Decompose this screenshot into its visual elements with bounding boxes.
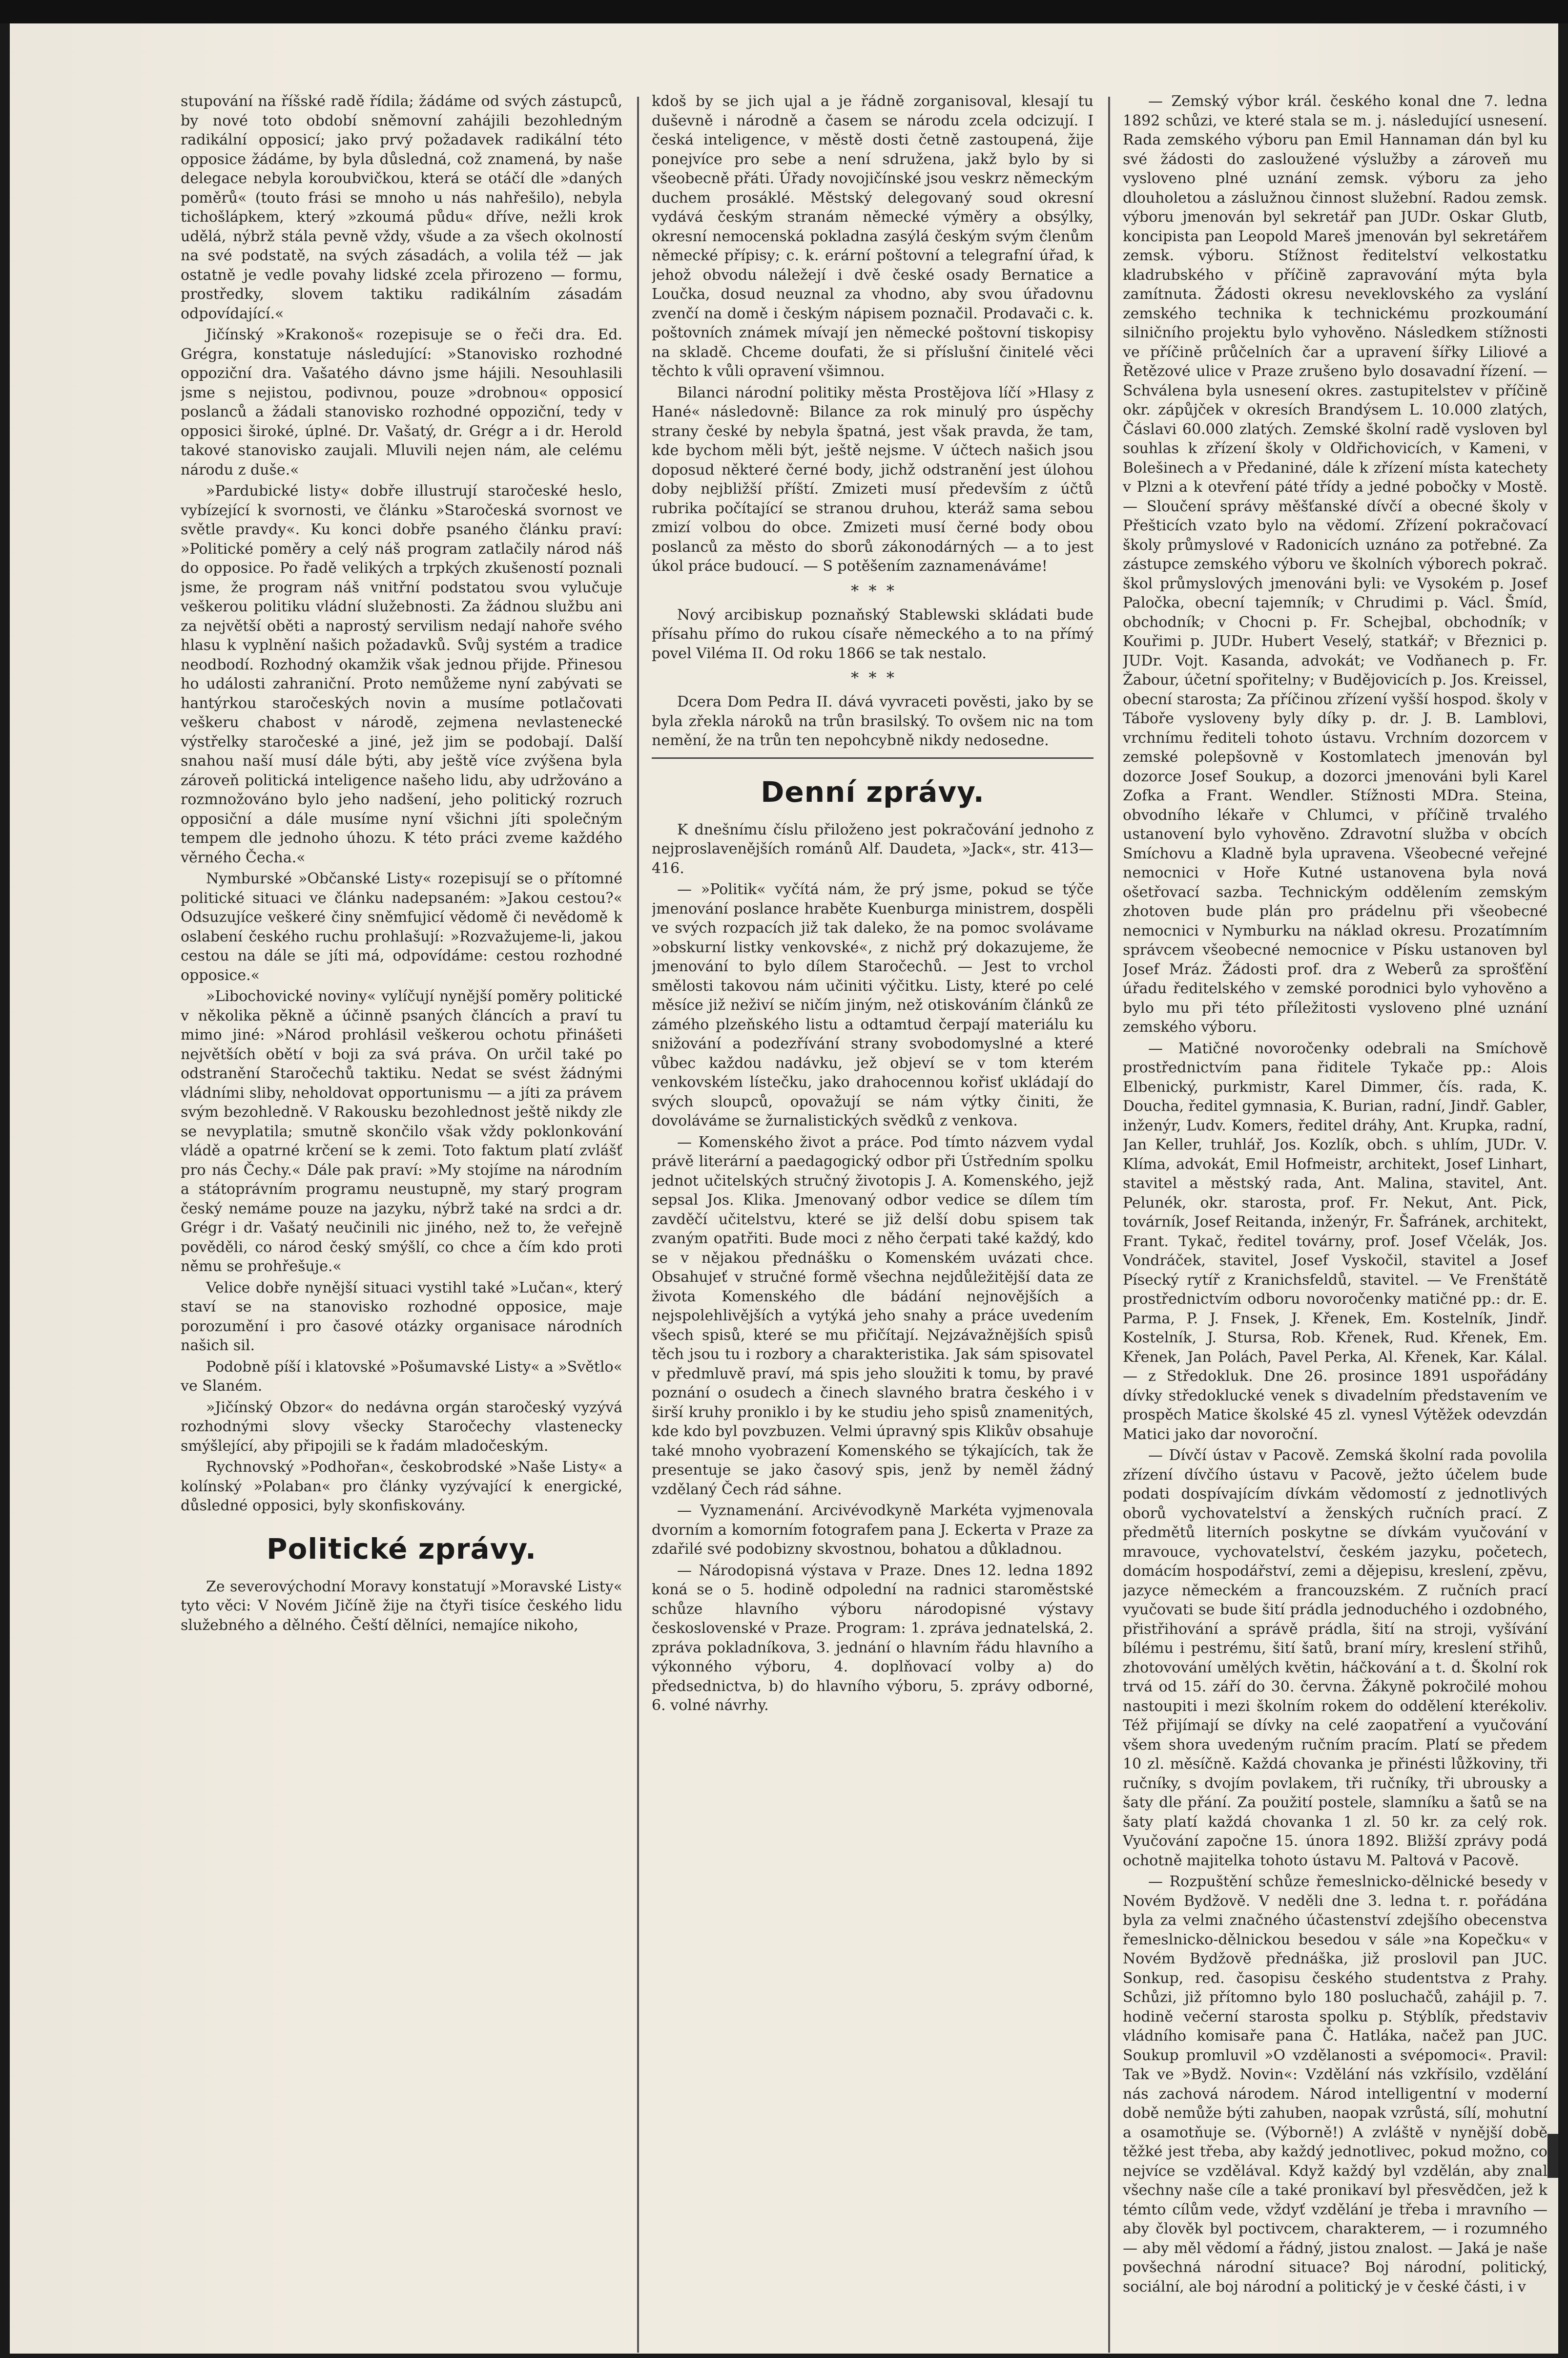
col1-paragraph: Podobně píší i klatovské »Pošumavské Listy« a »Světlo« ve Slaném. [181, 1358, 622, 1395]
col1-paragraph: »Pardubické listy« dobře illustrují staročeské heslo, vybízející k svornosti, ve článku »Staročeská svornost ve světle pravdy«. Ku konci dobře psaného článku praví: »Politické poměry a celý náš program zatlačily národ náš do opposice. Po řadě velikých a trpkých zkušeností poznali jsme, že program náš vnitřní podstatou svou vylučuje veškerou politiku vládní služebnosti. Za žádnou službu ani za největší oběti a naprostý servilism nedají nahoře svého hlasu k vyplnění našich požadavků. Svůj systém a tradice neodbodí. Rozhodný okamžik však jednou přijde. Přinesou ho události zahraniční. Proto nemůžeme nyní zabývati se hantýrkou staročeských novin a musíme potlačovati veškeru chabost v národě, zejmena nevlastenecké výstřelky staročeské a jiné, jež jim se podobají. Další snahou naší musí dále býti, aby ještě více zvýšena byla zároveň politická inteligence našeho lidu, aby udržováno a rozmnožováno bylo jeho nadšení, jeho politický rozruch opposiční a dále musíme nyní všichni jíti společným tempem dle jednoho úhozu. K této práci zveme každého věrného Čecha.« [181, 482, 622, 866]
col1-paragraph: stupování na říšské radě řídila; žádáme od svých zástupců, by nové toto období sněmovní zahájili bezohledným radikální opposicí; jako prvý požadavek radikální této opposice žádáme, by byla důsledná, což znamená, by naše delegace nebyla koroubvičkou, která se otáčí dle »daných poměrů« (touto frási se mnoho u nás nahřešilo), nebyla tichošlápkem, který »zkoumá půdu« dříve, nežli krok udělá, nýbrž stála pevně vždy, všude a za všech okolností na své podstatě, na svých zásadách, a volila též — jak ostatně je vedle povahy lidské zcela přirozeno — formu, prostředky, slovem taktiku radikálním zásadám odpovídající.« [181, 93, 622, 322]
col3-paragraph: — Dívčí ústav v Pacově. Zemská školní rada povolila zřízení dívčího ústavu v Pacově, ježto účelem bude podati dospívajícím dívkám vědomostí z jednotlivých oborů vychovatelství a ženských ručních prací. Z předmětů literních poskytne se dívkám vyučování v mravouce, vychovatelství, českém jazyku, početech, domácím hospodářství, zemi a dějepisu, kreslení, zpěvu, jazyce německém a francouzském. Z ručních prací vyučovati se bude šití prádla jednoduchého i ozdobného, přistřihování a správě prádla, šití na stroji, vyšívání bílému i pestrému, šití šatů, braní míry, kreslení střihů, zhotovování umělých květin, háčkování a t. d. Školní rok trvá od 15. září do 30. června. Žákyně pokročilé mohou nastoupiti i mezi školním rokem do oddělení kterékoliv. Též přijímají se dívky na celé zaopatření a vyučování všem shora uvedeným ručním pracím. Platí se předem 10 zl. měsíčně. Každá chovanka je přinésti lůžkoviny, tři ručníky, s dvojím povlakem, tři ručníky, tři ubrousky a šaty dle přání. Za použití postele, slamníku a šatů se na šaty platí každá chovanka 1 zl. 50 kr. za celý rok. Vyučování započne 15. února 1892. Bližší zprávy podá ochotně majitelka tohoto ústavu M. Paltová v Pacově. [1123, 1447, 1547, 1869]
col2-paragraph: — Vyznamenání. Arcivévodkyně Markéta vyjmenovala dvorním a komorním fotografem pana J. Eckerta v Praze za zdařilé své podobizny skvostnou, bohatou a důkladnou. [652, 1502, 1093, 1558]
col1-paragraph: Rychnovský »Podhořan«, českobrodské »Naše Listy« a kolínský »Polaban« pro články vyzývající k energické, důsledné opposici, byly skonfiskovány. [181, 1459, 622, 1514]
horizontal-rule [652, 757, 1093, 759]
col3-paragraph: — Zemský výbor král. českého konal dne 7. ledna 1892 schůzi, ve které stala se m. j. následující usnesení. Rada zemského výboru pan Emil Hannaman dán byl ku své žádosti do zasloužené výslužby a zároveň mu vysloveno plné uznání zemsk. výboru za jeho dlouholetou a záslužnou činnost služební. Radou zemsk. výboru jmenován byl sekretář pan JUDr. Oskar Glutb, koncipista pan Leopold Mareš jmenován byl sekretářem zemsk. výboru. Stížnost ředitelství velkostatku kladrubského v příčině zapravování mýta byla zamítnuta. Žádosti okresu neveklovského za vyslání zemského technika k technickému prozkoumání silničního projektu bylo vyhověno. Následkem stížnosti ve příčině průčelních čar a upravení šířky Liliové a Řetězové ulice v Praze zrušeno bylo dosavadní řízení. — Schválena byla usnesení okres. zastupitelstev v příčině okr. zápůjček v okresích Brandýsem L. 10.000 zlatých, Čáslavi 60.000 zlatých. Zemské školní radě vysloven byl souhlas k zřízení školy v Oldřichovicích, v Kameni, v Bolešinech a v Předaniné, dále k zřízení místa katechety v Plzni a k otevření páté třídy a jedné pobočky v Mostě. — Sloučení správy měšťanské dívčí a obecné školy v Přešticích vzato bylo na vědomí. Zřízení pokračovací školy průmyslové v Radonicích uznáno za potřebné. Za zástupce zemského výboru ve školních výborech pokrač. škol průmyslových jmenováni byli: ve Vysokém p. Josef Paločka, obecní tajemník; v Chrudimi p. Václ. Šmíd, obchodník; v Chocni p. Fr. Schejbal, obchodník; v Kouřimi p. JUDr. Hubert Veselý, statkář; v Březnici p. JUDr. Vojt. Kasanda, advokát; ve Vodňanech p. Fr. Žabour, účetní spořitelny; v Budějovicích p. Jos. Kreissel, obecní starosta; Za příčinou zřízení vyšší hospod. školy v Táboře vysloveny byly díky p. dr. J. B. Lamblovi, vrchnímu řediteli tohoto ústavu. Vrchním dozorcem v zemské polepšovně v Kostomlatech jmenován byl dozorce Josef Soukup, a dozorci jmenováni byli Karel Zofka a Frant. Wendler. Stížnosti MDra. Steina, obvodního lékaře v Chlumci, v příčině trvalého ustanovení bylo vyhověno. Zdravotní služba v obcích Smíchovu a Kladně byla upravena. Všeobecné veřejné nemocnici v Hoře Kutné ustanovena byla nová ošetřovací sazba. Technickým oddělením zemským zhotoven bude plán pro prádelnu při všeobecné nemocnici v Nymburku na náklad okresu. Prozatímním správcem všeobecné nemocnice v Písku ustanoven byl Josef Mráz. Žádosti prof. dra z Weberů za sprošťění úřadu ředitelského v zemské porodnici bylo vyhověno a bylo mu při této příležitosti vysloveno plné uznání zemského výboru. [1123, 93, 1547, 1036]
section-heading-denni-zpravy: Denní zprávy. [761, 775, 985, 809]
col2-paragraph: kdoš by se jich ujal a je řádně zorganisoval, klesají tu duševně i národně a časem se národu zcela odcizují. I česká inteligence, v městě dosti četně zastoupená, žije ponejvíce pro sebe a není sdružena, jakž bylo by si všeobecně přáti. Úřady novojičínské jsou veskrz německým duchem prosáklé. Městský delegovaný soud okresní vydává českým stranám německé výměry a obsýlky, okresní nemocenská pokladna zasýlá českým svým členům německé přípisy; c. k. erární poštovní a telegrafní úřad, k jehož obvodu náležejí i dvě české osady Bernatice a Loučka, dosud neuznal za vhodno, aby svou úřadovnu zvenčí na domě i českým nápisem poznačil. Prodavači c. k. poštovních známek mívají jen německé poštovní tiskopisy na skladě. Chceme doufati, že si příslušní činitelé věci těchto k vůli opravení všimnou. [652, 93, 1093, 380]
section-stars-divider: * * * [851, 668, 894, 687]
column-rule [1108, 97, 1110, 2353]
column-3 [1123, 92, 1547, 2354]
column-rule [637, 97, 639, 2353]
col1-paragraph: »Jičínský Obzor« do nedávna orgán staročeský vyzývá rozhodnými slovy všecky Staročechy vlastenecky smýšlející, aby připojili se k řadám mladočeským. [181, 1398, 622, 1455]
scan-top-border [0, 0, 1568, 23]
col1-paragraph: Jičínský »Krakonoš« rozepisuje se o řeči dra. Ed. Grégra, konstatuje následující: »Stanovisko rozhodné oppoziční dra. Vašatého dávno jsme hájili. Nesouhlasili jsme s nejistou, podivnou, pouze »drobnou« opposicí poslanců a žádali stanovisko rozhodné oppoziční, tedy v opposici široké, úplné. Dr. Vašatý, dr. Grégr a i dr. Herold takové stanovisko zaujali. Mluvili nejen nám, ale celému národu z duše.« [181, 326, 622, 479]
newspaper-page [10, 23, 1558, 2354]
col1-paragraph: Ze severovýchodní Moravy konstatují »Moravské Listy« tyto věci: V Novém Jičíně žije na čtyři tisíce českého lidu služebného a dělného. Čeští dělníci, nemajíce nikoho, [181, 1578, 622, 1634]
col2-paragraph: — Národopisná výstava v Praze. Dnes 12. ledna 1892 koná se o 5. hodině odpolední na radnici staroměstské schůze hlavního výboru národopisné výstavy československé v Praze. Program: 1. zpráva jednatelská, 2. zpráva pokladníkova, 3. jednání o hlavním řádu hlavního a výkonného výboru, 4. doplňovací volby a) do předsednictva, b) do hlavního výboru, 5. zprávy odborné, 6. volné návrhy. [652, 1562, 1093, 1714]
section-heading-politicke-zpravy: Politické zprávy. [267, 1532, 536, 1565]
col2-paragraph: Nový arcibiskup poznaňský Stablewski skládati bude přísahu přímo do rukou císaře německého a to na přímý povel Viléma II. Od roku 1866 se tak nestalo. [652, 606, 1093, 662]
col2-paragraph: — »Politik« vyčítá nám, že prý jsme, pokud se týče jmenování poslance hraběte Kuenburga ministrem, dospěli ve svých rozpacích již tak daleko, že na pomoc svolávame »obskurní listky venkovské«, z nichž prý dokazujeme, že jmenování to bylo dílem Staročechů. — Jest to vrchol smělosti takovou nám učiniti výčitku. Listy, které po celé měsíce již neživí se ničím jiným, než otiskováním článků ze zámého plzeňského listu a odtamtud čerpají materiálu ku snižování a podezřívání strany svobodomyslné a které vůbec každou nadávku, jež objeví se v tom kterém venkovském lístečku, jako drahocennou kořisť ukládají do svých sloupců, opovažují se nám výtky činiti, že dovoláváme se žurnalistických svědků z venkova. [652, 881, 1093, 1129]
col2-paragraph: K dnešnímu číslu přiloženo jest pokračování jednoho z nejproslavenějších románů Alf. Daudeta, »Jack«, str. 413—416. [652, 821, 1093, 877]
column-2 [652, 92, 1093, 2354]
section-stars-divider: * * * [851, 581, 894, 600]
column-1 [181, 92, 622, 2354]
col2-paragraph: — Komenského život a práce. Pod tímto názvem vydal právě literární a paedagogický odbor při Ústředním spolku jednot učitelských stručný životopis J. A. Komenského, jejž sepsal Jos. Klika. Jmenovaný odbor vedice se dílem tím zavděčí učitelstvu, které se již delší dobu spisem tak zvaným opatřiti. Bude moci z něho čerpati také každý, kdo se v nějakou přednášku o Komenském uvázati chce. Obsahujeť v stručné formě všechna nejdůležitější data ze života Komenského dle bádání nejnovějších a nejspolehlivějších a vytýká jeho snahy a práce uvedením všech spisů, které se mu přičítají. Nejzávažnějších spisů těch jsou tu i rozbory a charakteristika. Jak sám spisovatel v předmluvě praví, má spis jeho sloužiti k tomu, by pravé poznání o osudech a činech slavného bratra českého i v širší kruhy proniklo i by ke studiu jeho spisů znamenitých, kde kdo byl povzbuzen. Velmi úpravný spis Klikův obsahuje také mnoho vyobrazení Komenského se týkajících, tak že presentuje se jako časový spis, jenž by neměl žádný vzdělaný Čech rád sáhne. [652, 1133, 1093, 1498]
col3-paragraph: — Rozpuštění schůze řemeslnicko-dělnické besedy v Novém Bydžově. V neděli dne 3. ledna t. r. pořádána byla za velmi značného účastenství zdejšího obecenstva řemeslnicko-dělnickou besedou v sále »na Kopečku« v Novém Bydžově přednáška, již proslovil pan JUC. Sonkup, red. časopisu českého studentstva z Prahy. Schůzi, již přítomno bylo 180 posluchačů, zahájil p. 7. hodině večerní starosta spolku p. Stýblík, představiv vládního komisaře pana Č. Hatláka, načež pan JUC. Soukup promluvil »O vzdělanosti a svépomoci«. Pravil: Tak ve »Bydž. Novin«: Vzdělání nás vzkřísilo, vzdělání nás zachová národem. Národ intelligentní v moderní době nemůže býti zahuben, naopak vzrůstá, sílí, mohutní a osamotňuje se. (Výborně!) A zvláště v nynější době těžké jest třeba, aby každý jednotlivec, pokud možno, co nejvíce se vzdělával. Když každý byl vzdělán, aby znal všechny naše cíle a také pronikaví byl přesvědčen, jež k témto cílům vede, vždyť vzdělání je třeba i mravního — aby člověk byl poctivcem, charakterem, — i rozumného — aby měl vědomí a řádný, jistou znalost. — Jaká je naše povšechná národní situace? Boj národní, politický, sociální, ale boj národní a politický je v české části, i v [1123, 1873, 1547, 2295]
col2-paragraph: Dcera Dom Pedra II. dává vyvraceti pověsti, jako by se byla zřekla nároků na trůn brasilský. To ovšem nic na tom nemění, že na trůn ten nepohcybně nikdy nedosedne. [652, 693, 1093, 749]
col1-paragraph: Nymburské »Občanské Listy« rozepisují se o přítomné politické situaci ve článku nadepsaném: »Jakou cestou?« Odsuzujíce veškeré činy sněmfujicí vědomě či nevědomě k oslabení českého ruchu prohlašují: »Rozvažujeme-li, jakou cestou na dále se jíti má, odpovídáme: cestou rozhodné opposice.« [181, 870, 622, 984]
col1-paragraph: »Libochovické noviny« vylíčují nynější poměry politické v několika pěkně a účinně psaných článcích a praví tu mimo jiné: »Národ prohlásil veškerou ochotu přinášeti největších obětí v boji za svá práva. On určil také po odstranění Staročechů taktiku. Nedat se svést žádnými vládními sliby, neholdovat opportunismu — a jíti za právem svým bezohledně. V Rakousku bezohlednost ještě nikdy zle se nevyplatila; smutně skončilo však vždy poklonkování vládě a opatrné krčení se k zemi. Toto faktum platí zvlášť pro nás Čechy.« Dále pak praví: »My stojíme na národním a státoprávním programu neustupně, my starý program český nemáme pouze na jazyku, nýbrž také na srdci a dr. Grégr i dr. Vašatý neučinili nic jiného, než to, že veřejně pověděli, co národ český smýšlí, co chce a čím kdo proti němu se prohřešuje.« [181, 988, 622, 1275]
col2-paragraph: Bilanci národní politiky města Prostějova líčí »Hlasy z Hané« následovně: Bilance za rok minulý pro úspěchy strany české by nebyla špatná, jest však pravda, že tam, kde bychom měli být, ještě nejsme. V účtech našich jsou doposud některé černé body, jichž odstranění jest úlohou doby nejbližší příští. Zmizeti musí především z účtů rubrika počítající se stranou druhou, kteráž sama sebou zmizí volbou do obce. Zmizeti musí černé body obou poslanců za město do sborů zákonodárných — a to jest úkol práce budoucí. — S potěšením zaznamenáváme! [652, 384, 1093, 575]
col3-paragraph: — Matičné novoročenky odebrali na Smíchově prostřednictvím pana řiditele Tykače pp.: Alois Elbenický, purkmistr, Karel Dimmer, čís. rada, K. Doucha, ředitel gymnasia, K. Burian, radní, Jindř. Gabler, inženýr, Ludv. Komers, ředitel dráhy, Ant. Krupka, radní, Jan Keller, truhlář, Jos. Kozlík, obch. s uhlím, JUDr. V. Klíma, advokát, Emil Hofmeistr, architekt, Josef Linhart, stavitel a městský rada, Ant. Malina, stavitel, Ant. Pelunék, okr. starosta, prof. Fr. Nekut, Ant. Pick, továrník, Josef Reitanda, inženýr, Fr. Šafránek, architekt, Frant. Tykač, ředitel továrny, prof. Josef Včelák, Jos. Vondráček, stavitel, Josef Vyskočil, stavitel a Josef Písecký rytíř z Kranichsfeldů, stavitel. — Ve Frenštátě prostřednictvím odboru novoročenky matičné pp.: dr. E. Parma, P. J. Fnsek, J. Křenek, Em. Kostelník, Jindř. Kostelník, J. Stursa, Rob. Křenek, Rud. Křenek, Em. Křenek, Jan Polách, Pavel Perka, Al. Křenek, Kar. Kálal. — z Středokluk. Dne 26. prosince 1891 uspořádány dívky středoklucké venek s divadelním představením ve prospěch Matice školské 45 zl. vynesl Výtěžek odevzdán Matici jako dar novoroční. [1123, 1040, 1547, 1443]
col1-paragraph: Velice dobře nynější situaci vystihl také »Lučan«, který staví se na stanovisko rozhodné opposice, maje porozumění i pro časové otázky organisace národních našich sil. [181, 1279, 622, 1354]
scan-edge-tab [1547, 2134, 1558, 2178]
